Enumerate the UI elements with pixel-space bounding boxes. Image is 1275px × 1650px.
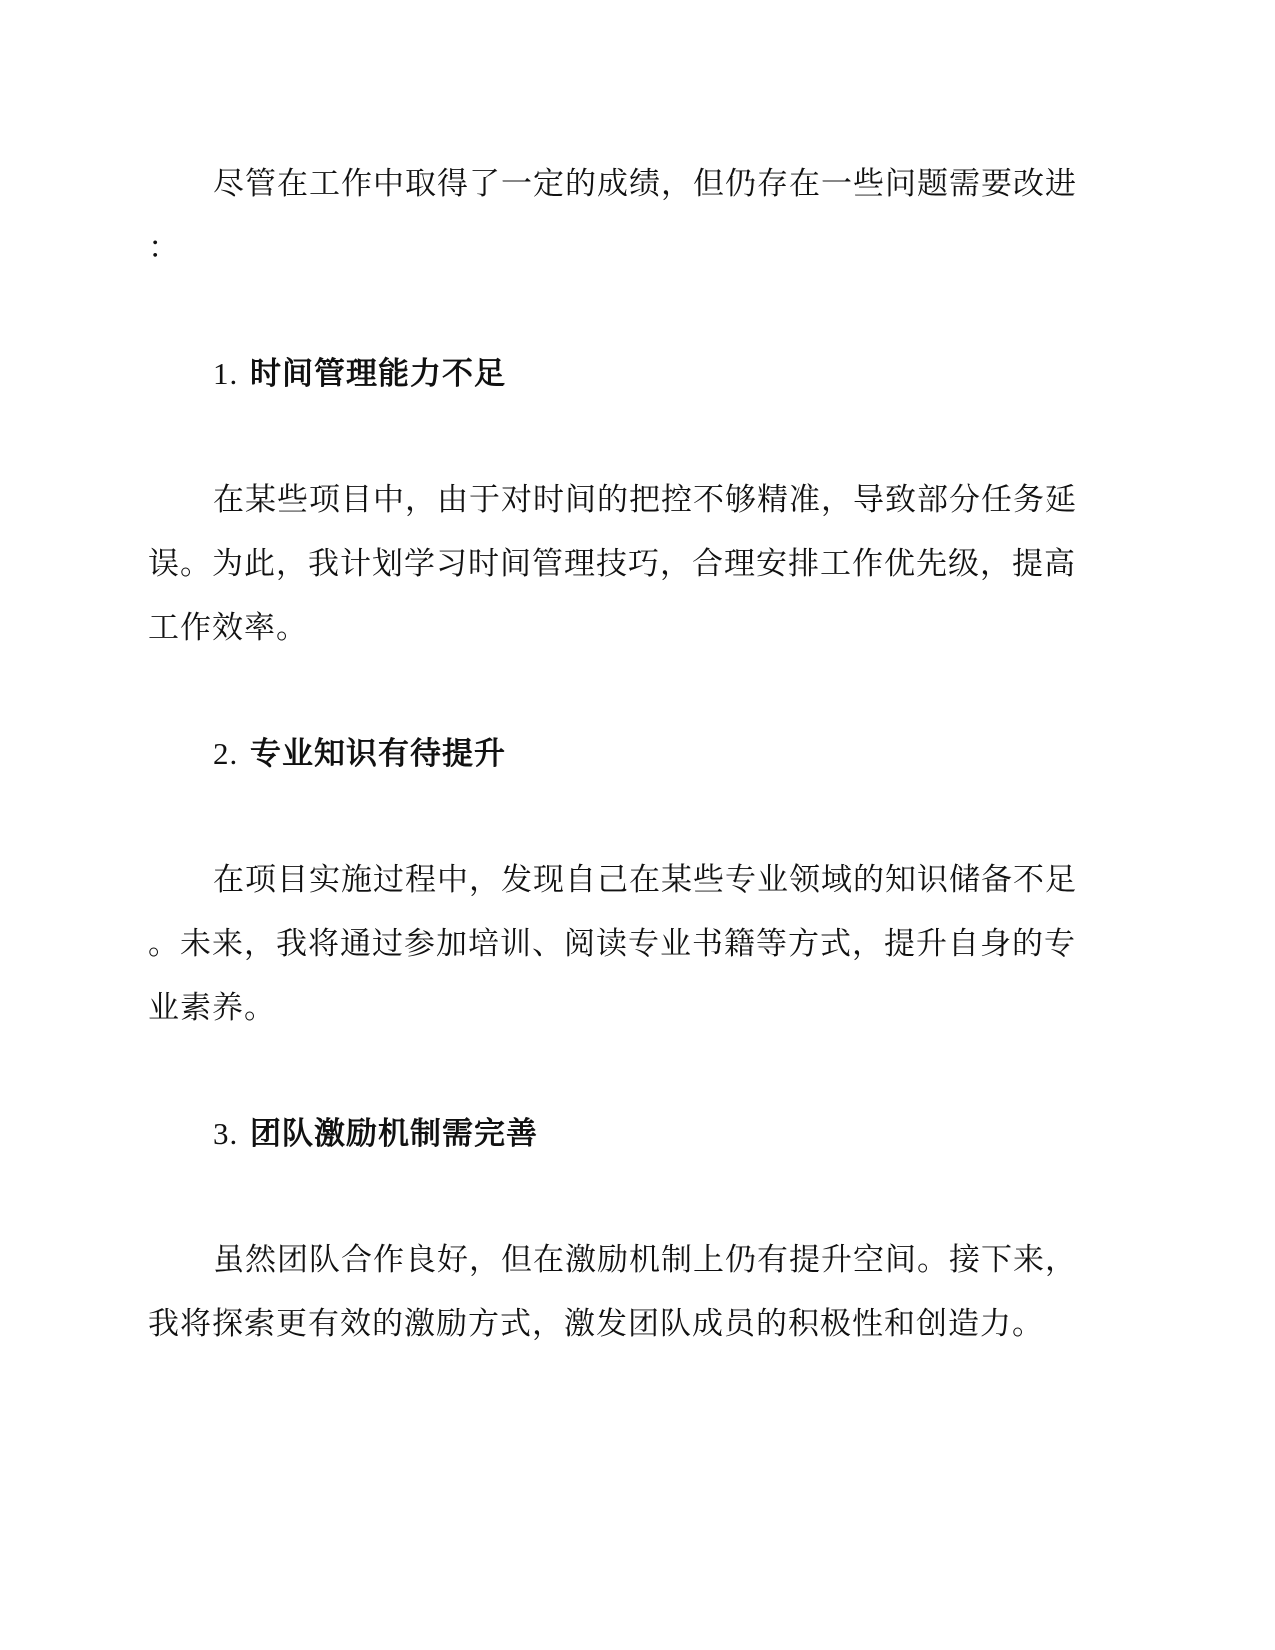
section-1-line-2: 误。为此，我计划学习时间管理技巧，合理安排工作优先级，提高	[148, 546, 1076, 582]
intro-line-2: ：	[148, 230, 180, 266]
section-2-line-2: 。未来，我将通过参加培训、阅读专业书籍等方式，提升自身的专	[148, 926, 1076, 962]
section-3-line-1: 虽然团队合作良好，但在激励机制上仍有提升空间。接下来，	[213, 1242, 1077, 1278]
section-title: 时间管理能力不足	[250, 356, 507, 392]
section-title: 团队激励机制需完善	[250, 1116, 539, 1152]
section-number: 2.	[213, 736, 239, 771]
intro-line-1: 尽管在工作中取得了一定的成绩，但仍存在一些问题需要改进	[213, 166, 1077, 202]
section-heading-2	[213, 734, 1193, 774]
section-2-line-1: 在项目实施过程中，发现自己在某些专业领域的知识储备不足	[213, 862, 1077, 898]
section-title: 专业知识有待提升	[250, 736, 507, 772]
section-heading-3	[213, 1114, 1193, 1154]
section-3-line-2: 我将探索更有效的激励方式，激发团队成员的积极性和创造力。	[148, 1306, 1044, 1342]
section-1-line-3: 工作效率。	[148, 610, 308, 646]
section-2-line-3: 业素养。	[148, 990, 276, 1026]
section-heading-1	[213, 354, 1193, 394]
section-1-line-1: 在某些项目中，由于对时间的把控不够精准，导致部分任务延	[213, 482, 1077, 518]
section-number: 1.	[213, 356, 239, 391]
section-number: 3.	[213, 1116, 239, 1151]
